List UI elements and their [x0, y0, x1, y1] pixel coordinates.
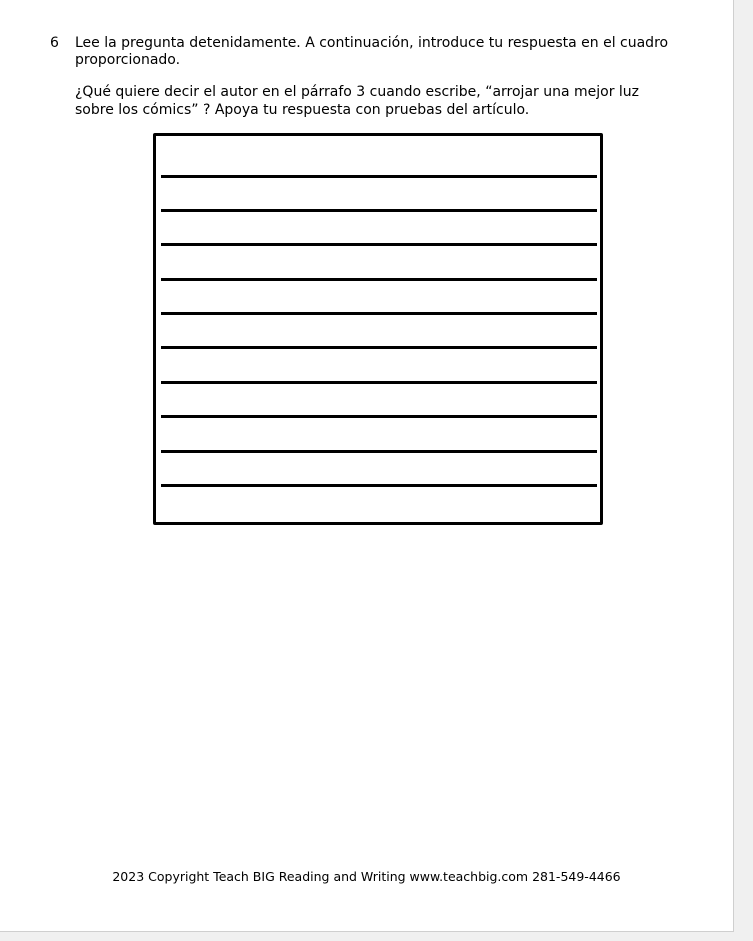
answer-line: [161, 209, 597, 212]
answer-box[interactable]: [153, 133, 603, 525]
answer-line: [161, 278, 597, 281]
answer-line: [161, 450, 597, 453]
answer-line: [161, 175, 597, 178]
copyright-footer: 2023 Copyright Teach BIG Reading and Writing www.teachbig.com 281-549-4466: [112, 869, 621, 884]
question-number: 6: [50, 35, 59, 51]
question-instruction: Lee la pregunta detenidamente. A continuación, introduce tu respuesta en el cuadro proporcionado.: [75, 35, 669, 68]
answer-line: [161, 312, 597, 315]
answer-line: [161, 243, 597, 246]
answer-line: [161, 415, 597, 418]
question-prompt: ¿Qué quiere decir el autor en el párrafo 3 cuando escribe, “arrojar una mejor luz sobre los cómics” ? Apoya tu respuesta con pruebas del artículo.: [75, 84, 640, 118]
answer-line: [161, 346, 597, 349]
answer-line: [161, 381, 597, 384]
answer-line: [161, 484, 597, 487]
